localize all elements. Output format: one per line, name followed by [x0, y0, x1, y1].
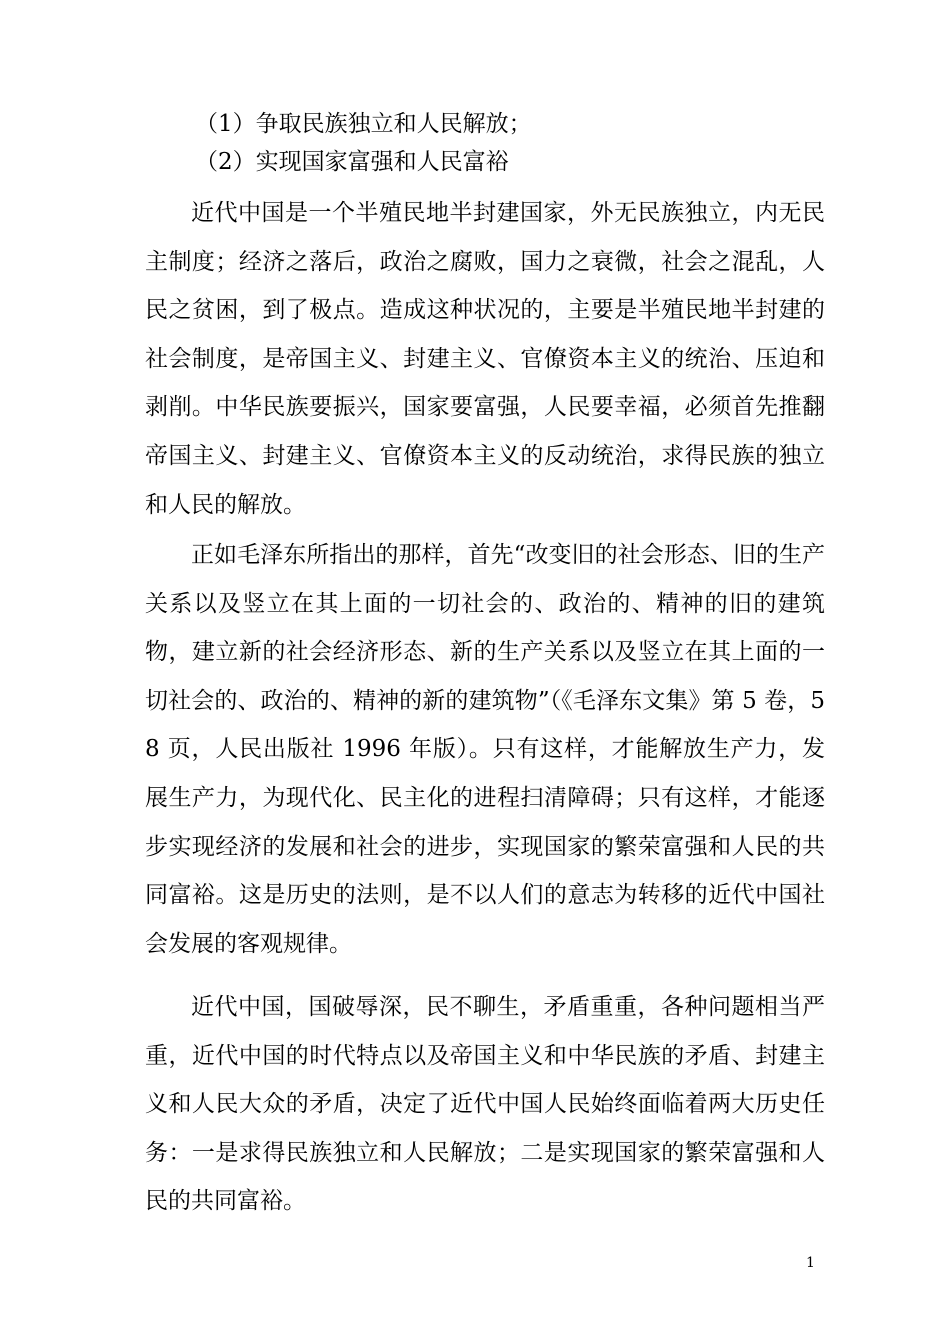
paragraph-1: 近代中国是一个半殖民地半封建国家，外无民族独立，内无民主制度；经济之落后，政治之腐败，国力之衰微，社会之混乱，人民之贫困，到了极点。造成这种状况的，主要是半殖民地半封建的社会制度，是帝国主义、封建主义、官僚资本主义的统治、压迫和剥削。中华民族要振兴，国家要富强，人民要幸福，必须首先推翻帝国主义、封建主义、官僚资本主义的反动统治，求得民族的独立和人民的解放。 — [145, 200, 825, 518]
list-item-1: （1）争取民族独立和人民解放； — [195, 111, 532, 137]
list-item-2: （2）实现国家富强和人民富裕 — [195, 149, 509, 175]
paragraph-3: 近代中国，国破辱深，民不聊生，矛盾重重，各种问题相当严重，近代中国的时代特点以及帝国主义和中华民族的矛盾、封建主义和人民大众的矛盾，决定了近代中国人民始终面临着两大历史任务：一是求得民族独立和人民解放；二是实现国家的繁荣富强和人民的共同富裕。 — [145, 994, 825, 1215]
page-number: 1 — [806, 1255, 815, 1271]
paragraph-2: 正如毛泽东所指出的那样，首先“改变旧的社会形态、旧的生产关系以及竖立在其上面的一切社会的、政治的、精神的旧的建筑物，建立新的社会经济形态、新的生产关系以及竖立在其上面的一切社会的、政治的、精神的新的建筑物”（《毛泽东文集》第 5 卷，58 页，人民出版社 1996 年版）。只有这样，才能解放生产力，发展生产力，为现代化、民主化的进程扫清障碍；只有这样，才能逐步实现经济的发展和社会的进步，实现国家的繁荣富强和人民的共同富裕。这是历史的法则，是不以人们的意志为转移的近代中国社会发展的客观规律。 — [145, 542, 825, 957]
